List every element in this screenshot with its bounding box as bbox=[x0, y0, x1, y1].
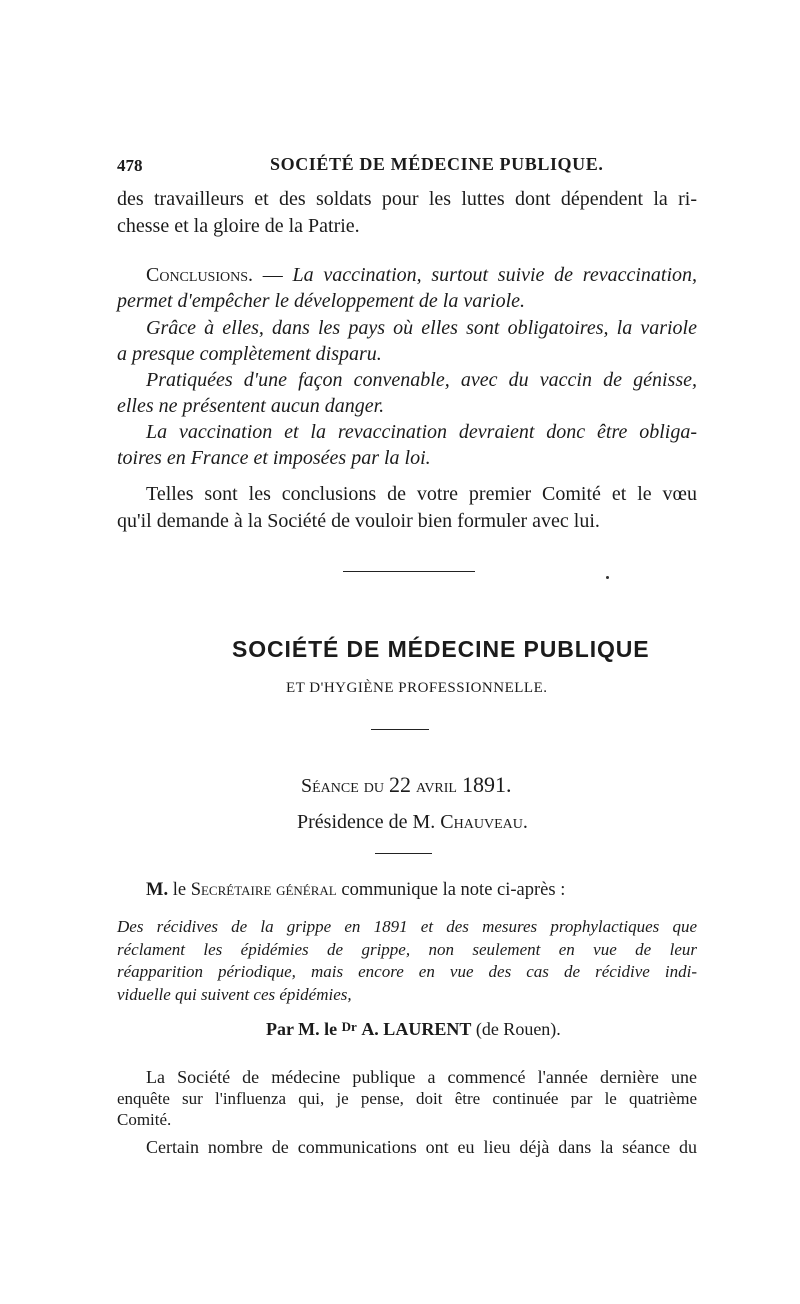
article-title-line-2: réclament les épidémies de grippe, non seulement en vue de leur bbox=[117, 940, 697, 959]
body-p1-line-2: enquête sur l'influenza qui, je pense, doit être continuée par le quatrième bbox=[117, 1089, 697, 1108]
author-dr: Dr bbox=[341, 1019, 357, 1034]
author-place: (de Rouen). bbox=[475, 1019, 561, 1039]
author-name: A. LAURENT bbox=[361, 1019, 472, 1039]
conclusions-p2-line1: Grâce à elles, dans les pays où elles sont obligatoires, la variole bbox=[146, 317, 697, 339]
conclusions-p1-line1: La vaccination, surtout suivie de revaccination, bbox=[292, 264, 697, 286]
author-prefix: Par M. le bbox=[266, 1019, 338, 1039]
session-rule bbox=[375, 853, 432, 854]
body-p1-line-1: La Société de médecine publique a commencé l'année dernière une bbox=[146, 1067, 697, 1087]
conclusions-p3-line1: Pratiquées d'une façon convenable, avec du vaccin de génisse, bbox=[146, 369, 697, 391]
author-line bbox=[266, 1019, 561, 1040]
conclusions-p4-line1: La vaccination et la revaccination devraient donc être obliga- bbox=[146, 421, 697, 443]
conclusions-p3-line2: elles ne présentent aucun danger. bbox=[117, 395, 385, 417]
speaker-role: Secrétaire général bbox=[190, 880, 337, 900]
print-speck bbox=[606, 576, 609, 579]
session-line bbox=[301, 772, 511, 798]
conclusions-line-1 bbox=[117, 264, 697, 287]
conclusions-label: Conclusions. bbox=[146, 264, 254, 286]
conclusions-p4-line2: toires en France et imposées par la loi. bbox=[117, 447, 431, 469]
presidence-line bbox=[297, 811, 528, 834]
intro-line-1: des travailleurs et des soldats pour les luttes dont dépendent la ri- bbox=[117, 188, 697, 210]
running-title: SOCIÉTÉ DE MÉDECINE PUBLIQUE. bbox=[270, 154, 604, 174]
closing-line-1: Telles sont les conclusions de votre premier Comité et le vœu bbox=[146, 483, 697, 505]
session-day: 22 bbox=[389, 772, 412, 797]
speaker-title: le bbox=[172, 880, 187, 900]
conclusions-dash: — bbox=[253, 264, 293, 286]
page-number: 478 bbox=[117, 156, 143, 175]
subtitle-rule bbox=[371, 729, 429, 730]
conclusions-p2-line2: a presque complètement disparu. bbox=[117, 343, 382, 365]
article-title-line-3: réapparition périodique, mais encore en vue des cas de récidive indi- bbox=[117, 962, 697, 981]
society-title: SOCIÉTÉ DE MÉDECINE PUBLIQUE bbox=[232, 636, 650, 662]
president-name: Chauveau. bbox=[440, 811, 528, 833]
session-year: 1891. bbox=[461, 772, 512, 797]
presidence-label: Présidence de M. bbox=[297, 811, 436, 833]
communication-line bbox=[146, 880, 565, 901]
body-p2-line-1: Certain nombre de communications ont eu lieu déjà dans la séance du bbox=[146, 1137, 697, 1157]
intro-line-2: chesse et la gloire de la Patrie. bbox=[117, 215, 360, 237]
section-separator bbox=[343, 571, 475, 572]
speaker-prefix: M. bbox=[146, 880, 169, 900]
conclusions-p1-line2: permet d'empêcher le développement de la variole. bbox=[117, 290, 526, 312]
body-p1-line-3: Comité. bbox=[117, 1110, 172, 1129]
seance-label: Séance du bbox=[301, 775, 385, 797]
communication-rest: communique la note ci-après : bbox=[341, 880, 566, 900]
article-title-line-4: viduelle qui suivent ces épidémies, bbox=[117, 985, 352, 1004]
society-subtitle: ET D'HYGIÈNE PROFESSIONNELLE. bbox=[286, 680, 548, 696]
closing-line-2: qu'il demande à la Société de vouloir bien formuler avec lui. bbox=[117, 510, 600, 532]
session-month: avril bbox=[416, 775, 457, 797]
article-title-line-1: Des récidives de la grippe en 1891 et des mesures prophylactiques que bbox=[117, 917, 697, 936]
